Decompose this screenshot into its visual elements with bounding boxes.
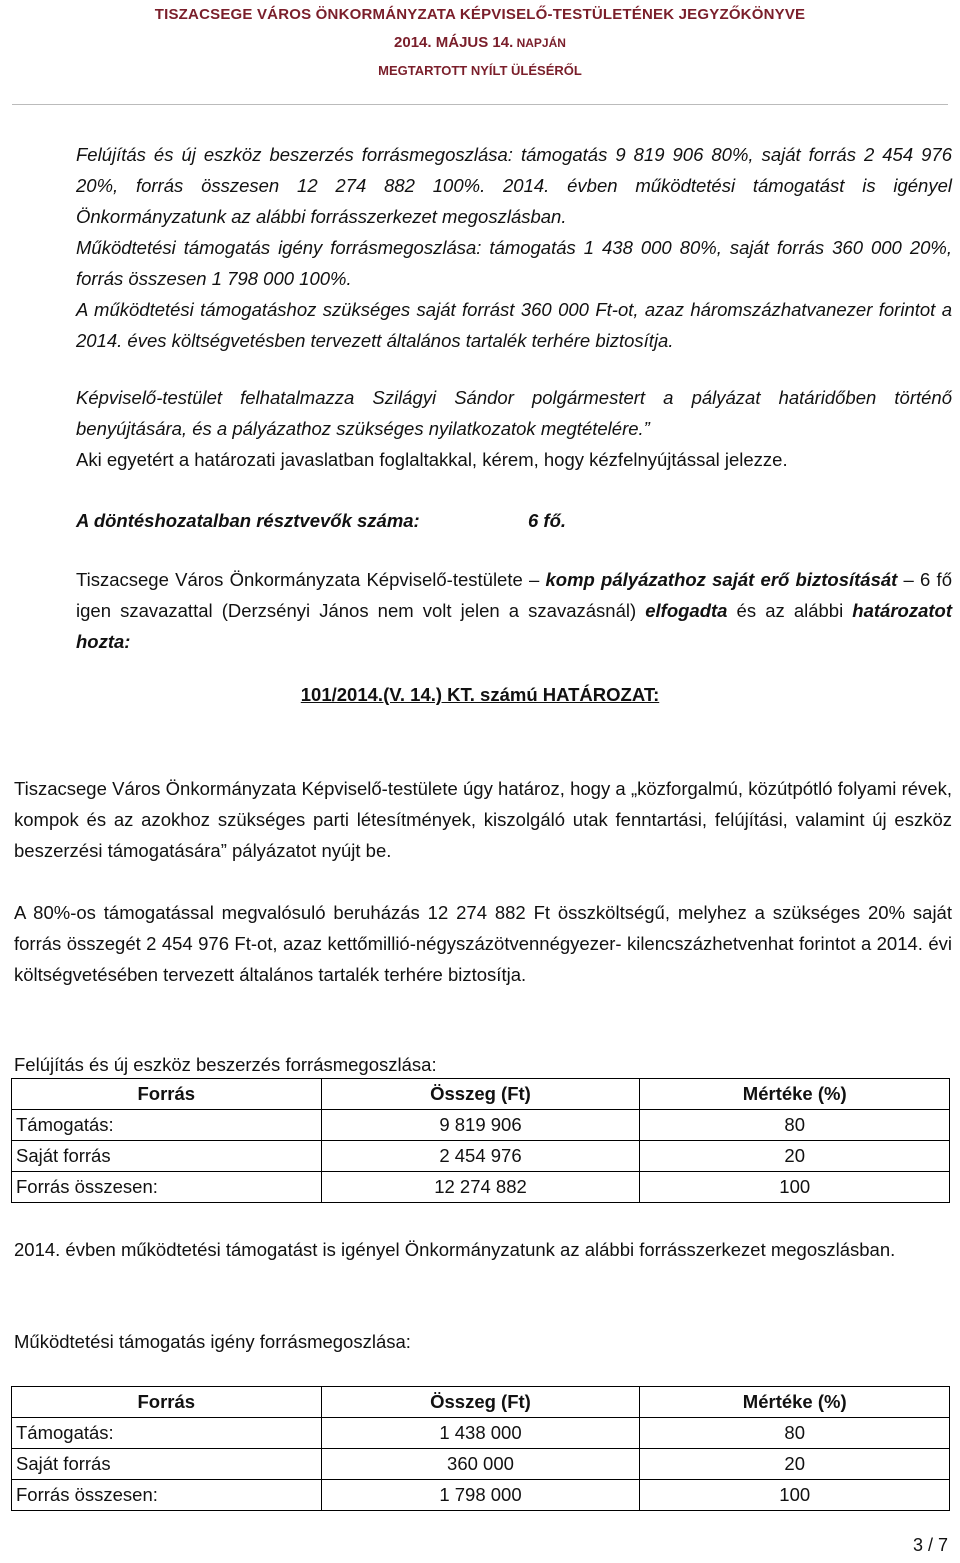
proposal-paragraph-3: A működtetési támogatáshoz szükséges saját forrást 360 000 Ft-ot, azaz háromszázhatvanezer forintot a 2014. éves költségvetésben tervezett általános tartalék terhére biztosítja.	[76, 299, 952, 351]
table-header-row	[12, 1079, 950, 1110]
vote-decision-made: határozatot hozta:	[76, 600, 952, 652]
operating-funding-table	[11, 1386, 950, 1511]
decision-paragraph-1: Tiszacsege Város Önkormányzata Képviselő-testülete úgy határoz, hogy a „közforgalmú, közútpótló folyami révek, kompok és az azokhoz szükséges parti létesítmények, kiszolgáló utak fenntartási, felújítási, valamint új eszköz beszerzési támogatására” pályázatot nyújt be.	[14, 778, 952, 861]
table-row	[12, 1172, 950, 1203]
table1-caption: Felújítás és új eszköz beszerzés forrásmegoszlása:	[14, 1054, 437, 1075]
document-header-title: TISZACSEGE VÁROS ÖNKORMÁNYZATA KÉPVISELŐ-TESTÜLETÉNEK JEGYZŐKÖNYVE	[154, 6, 806, 23]
document-header-subtitle: MEGTARTOTT NYÍLT ÜLÉSÉRŐL	[378, 63, 582, 78]
table-cell: 360 000	[321, 1449, 640, 1480]
table-header-cell: Mértéke (%)	[640, 1387, 950, 1418]
header-date: 2014. MÁJUS 14.	[394, 34, 514, 51]
header-divider	[12, 104, 948, 105]
vote-text-2: – 6 fő igen szavazattal (Derzsényi János nem volt jelen a szavazásnál)	[76, 569, 952, 621]
table-cell: 12 274 882	[321, 1172, 640, 1203]
table-header-row	[12, 1387, 950, 1418]
proposal-paragraph-2: Működtetési támogatás igény forrásmegoszlása: támogatás 1 438 000 80%, saját forrás 360 000 20%, forrás összesen 1 798 000 100%.	[76, 237, 952, 289]
table-row	[12, 1141, 950, 1172]
table-cell: Forrás összesen:	[12, 1172, 322, 1203]
vote-result-paragraph	[76, 564, 952, 657]
table-cell: 9 819 906	[321, 1110, 640, 1141]
participants-value: 6 fő.	[528, 510, 567, 531]
header-date-suffix: NAPJÁN	[513, 36, 566, 50]
proposal-paragraph-4: Képviselő-testület felhatalmazza Szilágyi Sándor polgármestert a pályázat határidőben történő benyújtására, és a pályázathoz szükséges nyilatkozatok megtételére.”	[76, 387, 952, 439]
table-header-cell: Mértéke (%)	[640, 1079, 950, 1110]
table-cell: 1 438 000	[321, 1418, 640, 1449]
table-header-cell: Forrás	[12, 1387, 322, 1418]
table-cell: 1 798 000	[321, 1480, 640, 1511]
vote-text-3: és az alábbi	[727, 600, 853, 621]
proposal-paragraph-1: Felújítás és új eszköz beszerzés forrásmegoszlása: támogatás 9 819 906 80%, saját forrás 2 454 976 20%, forrás összesen 12 274 882 100%. 2014. évben működtetési támogatást is igényel Önkormányzatunk az alábbi forrásszerkezet megoszlásban.	[76, 144, 952, 227]
page-number: 3 / 7	[912, 1535, 948, 1555]
table-row	[12, 1449, 950, 1480]
table-cell: 20	[640, 1141, 950, 1172]
table-cell: 2 454 976	[321, 1141, 640, 1172]
table2-caption: Működtetési támogatás igény forrásmegoszlása:	[14, 1331, 411, 1352]
table-cell: Saját forrás	[12, 1449, 322, 1480]
vote-accepted: elfogadta	[645, 600, 728, 621]
document-header-date	[0, 34, 960, 51]
renovation-funding-table	[11, 1078, 950, 1203]
table-cell: 80	[640, 1110, 950, 1141]
table-row	[12, 1480, 950, 1511]
table-header-cell: Összeg (Ft)	[321, 1387, 640, 1418]
table-cell: Saját forrás	[12, 1141, 322, 1172]
vote-text-1: Tiszacsege Város Önkormányzata Képviselő-testülete –	[76, 569, 546, 590]
decision-paragraph-2: A 80%-os támogatással megvalósuló beruházás 12 274 882 Ft összköltségű, melyhez a szükséges 20% saját forrás összegét 2 454 976 Ft-ot, azaz kettőmillió-négyszázötvennégyezer- kilencszázhetvenhat forintot a 2014. évi költségvetésében tervezett általános tartalék terhére biztosítja.	[14, 902, 952, 985]
table-row	[12, 1110, 950, 1141]
decision-paragraph-3: 2014. évben működtetési támogatást is igényel Önkormányzatunk az alábbi forrásszerkezet megoszlásban.	[14, 1239, 896, 1260]
table-header-cell: Összeg (Ft)	[321, 1079, 640, 1110]
table-cell: 80	[640, 1418, 950, 1449]
table-row	[12, 1418, 950, 1449]
table-header-cell: Forrás	[12, 1079, 322, 1110]
vote-subject: komp pályázathoz saját erő biztosítását	[545, 569, 898, 590]
table-cell: 100	[640, 1172, 950, 1203]
table-cell: Támogatás:	[12, 1110, 322, 1141]
call-to-vote: Aki egyetért a határozati javaslatban foglaltakkal, kérem, hogy kézfelnyújtással jelezze.	[76, 449, 788, 470]
table-cell: Támogatás:	[12, 1418, 322, 1449]
decision-number: 101/2014.(V. 14.) KT. számú HATÁROZAT:	[300, 684, 660, 705]
participants-label: A döntéshozatalban résztvevők száma:	[76, 510, 420, 531]
table-cell: 20	[640, 1449, 950, 1480]
table-cell: 100	[640, 1480, 950, 1511]
table-cell: Forrás összesen:	[12, 1480, 322, 1511]
